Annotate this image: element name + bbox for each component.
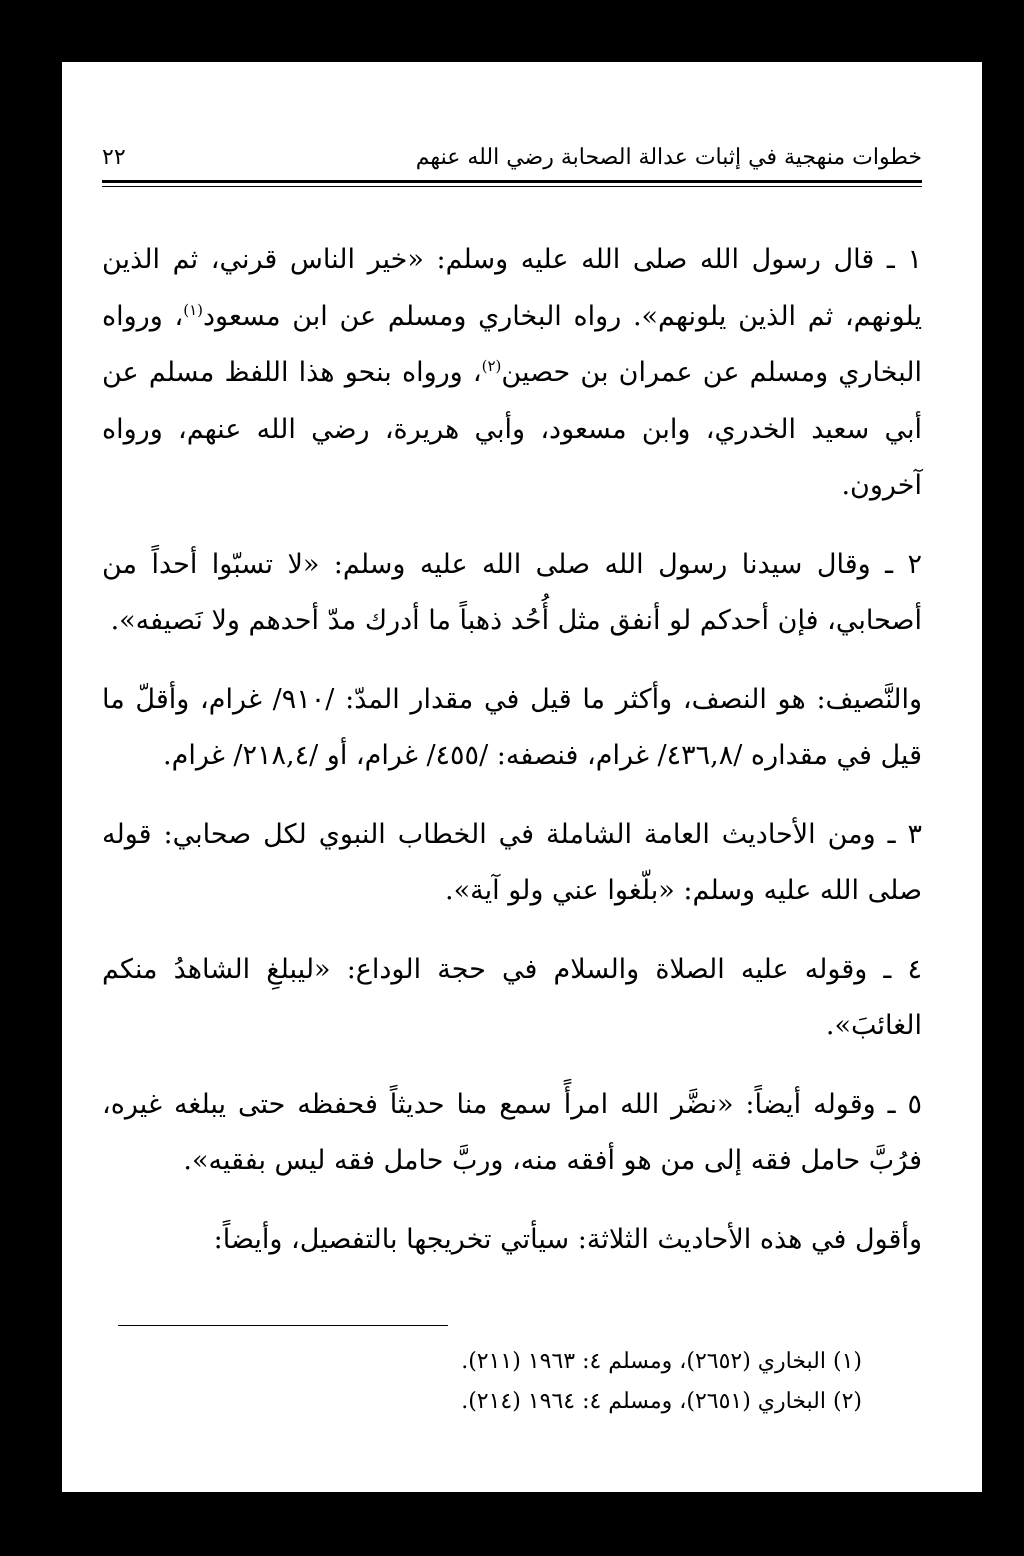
main-text: [102, 232, 922, 1268]
paragraph-2: [102, 537, 922, 650]
footnotes: [122, 1342, 862, 1422]
footnote-2: (٢) البخاري (٢٦٥١)، ومسلم ٤: ١٩٦٤ (٢١٤).: [461, 1389, 862, 1414]
running-header: [102, 142, 922, 174]
footnote-1: (١) البخاري (٢٦٥٢)، ومسلم ٤: ١٩٦٣ (٢١١).: [461, 1349, 862, 1374]
paragraph-3: [102, 672, 922, 785]
paragraph-1: [102, 232, 922, 515]
page-number: ٢٢: [102, 145, 126, 170]
footnote-marker-2: (٢): [481, 357, 502, 375]
paragraph-text: ٣ ـ ومن الأحاديث العامة الشاملة في الخطاب النبوي لكل صحابي: قوله صلى الله عليه وسلم: «بلّغوا عني ولو آية».: [102, 818, 922, 906]
paragraph-text: والنَّصيف: هو النصف، وأكثر ما قيل في مقدار المدّ: /٩١٠/ غرام، وأقلّ ما قيل في مقداره /٤٣٦,٨/ غرام، فنصفه: /٤٥٥/ غرام، أو /٢١٨,٤/ غرام.: [102, 683, 922, 771]
paragraph-6: [102, 1077, 922, 1190]
book-page: [62, 62, 982, 1492]
paragraph-7: [102, 1212, 922, 1269]
paragraph-text: ٥ ـ وقوله أيضاً: «نضَّر الله امرأً سمع منا حديثاً فحفظه حتى يبلغه غيره، فرُبَّ حامل فقه إلى من هو أفقه منه، وربَّ حامل فقه ليس بفقيه».: [102, 1088, 922, 1176]
paragraph-text: وأقول في هذه الأحاديث الثلاثة: سيأتي تخريجها بالتفصيل، وأيضاً:: [213, 1223, 922, 1255]
paragraph-text: ٤ ـ وقوله عليه الصلاة والسلام في حجة الوداع: «ليبلغِ الشاهدُ منكم الغائبَ».: [102, 953, 922, 1041]
paragraph-5: [102, 942, 922, 1055]
paragraph-text: ١ ـ قال رسول الله صلى الله عليه وسلم: «خير الناس قرني، ثم الذين يلونهم، ثم الذين يلونهم». رواه البخاري ومسلم عن ابن مسعود: [102, 244, 923, 332]
paragraph-text: ٢ ـ وقال سيدنا رسول الله صلى الله عليه وسلم: «لا تسبّوا أحداً من أصحابي، فإن أحدكم لو أنفق مثل أُحُد ذهباً ما أدرك مدّ أحدهم ولا نَصيفه».: [102, 548, 922, 636]
header-rule: [102, 180, 922, 183]
paragraph-text: ، ورواه البخاري ومسلم عن عمران بن حصين: [102, 300, 923, 388]
paragraph-text: ، ورواه بنحو هذا اللفظ مسلم عن أبي سعيد الخدري، وابن مسعود، وأبي هريرة، رضي الله عنهم، ورواه آخرون.: [102, 357, 922, 501]
footnote-rule: [118, 1325, 448, 1326]
paragraph-4: [102, 807, 922, 920]
footnote-marker-1: (١): [183, 300, 203, 319]
running-title: خطوات منهجية في إثبات عدالة الصحابة رضي الله عنهم: [415, 145, 922, 170]
